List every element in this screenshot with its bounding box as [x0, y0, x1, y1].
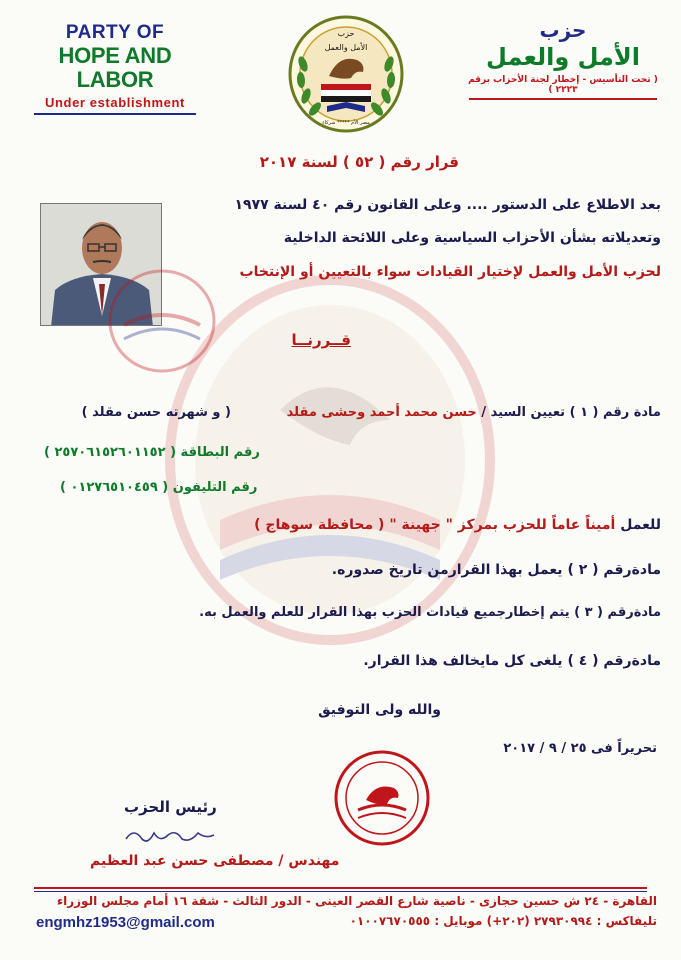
english-header-rule [34, 113, 196, 115]
article-4: مادةرقم ( ٤ ) يلغى كل مايخالف هذا القرار. [363, 653, 661, 669]
footer-contacts: تليفاكس : ٢٧٩٣٠٩٩٤ (٢٠٢+) موبايل : ٠١٠٠٧٦٧٠٥٥٥ [349, 914, 657, 928]
appointment-role [254, 517, 661, 533]
chairman-title: رئيس الحزب [124, 798, 217, 816]
under-establishment-text: Under establishment [45, 95, 185, 110]
id-card-number: رقم البطاقة ( ٢٥٧٠٦١٥٢٦٠١١٥٢ ) [44, 445, 260, 460]
logo-top-text: حزب [337, 29, 355, 38]
article-3: مادةرقم ( ٣ ) يتم إخطارجميع قيادات الحزب بهذا القرار للعلم والعمل به. [199, 605, 661, 620]
article-2: مادةرقم ( ٢ ) يعمل بهذا القرارمن تاريخ صدوره. [331, 562, 661, 578]
party-stamp-icon [332, 748, 432, 848]
footer-address: القاهرة - ٢٤ ش حسين حجازى - ناصية شارع القصر العينى - الدور الثالث - شقة ١٦ أمام مجلس الوزراء [56, 894, 657, 908]
article-1 [287, 405, 661, 420]
issue-date: تحريراً فى ٢٥ / ٩ / ٢٠١٧ [503, 741, 657, 756]
preamble-line-1: بعد الاطلاع على الدستور .... وعلى القانون رقم ٤٠ لسنة ١٩٧٧ [234, 197, 661, 213]
appointee-alias: ( و شهرته حسن مقلد ) [81, 405, 231, 420]
decided-heading: قــررنــا [291, 331, 351, 349]
decree-title: قرار رقم ( ٥٢ ) لسنة ٢٠١٧ [259, 153, 459, 171]
preamble-line-2: وتعديلاته بشأن الأحزاب السياسية وعلى اللائحة الداخلية [283, 230, 661, 246]
logo-bottom-text: مصر الأم ***** شركاء [322, 120, 370, 126]
arabic-header [463, 18, 663, 100]
signature-icon [120, 825, 220, 847]
work-prefix: للعمل [620, 517, 661, 533]
phone-number: رقم التليفون ( ٠١٢٧٦٥١٠٤٥٩ ) [60, 480, 258, 495]
hizb-text: حزب [539, 18, 587, 42]
article-1-prefix: مادة رقم ( ١ ) تعيين السيد / [481, 405, 661, 420]
footer-rule-blue [34, 891, 647, 892]
party-logo [287, 14, 405, 134]
hope-labor-arabic-text: الأمل والعمل [486, 43, 640, 71]
english-header [30, 22, 200, 115]
footer-rule-red [34, 887, 647, 889]
party-of-text: PARTY OF [65, 22, 165, 43]
role-description: أميناً عاماً للحزب بمركز " جهينة " ( محافظة سوهاج ) [254, 517, 616, 533]
establishment-notice-text: ( تحت التأسيس - إخطار لجنة الأحزاب برقم ٢٢٢٣ ) [468, 75, 658, 95]
faded-stamp-icon [104, 265, 220, 377]
chairman-name: مهندس / مصطفى حسن عبد العظيم [90, 853, 340, 869]
hope-and-labor-text: HOPE AND LABOR [58, 43, 172, 92]
appointee-name: حسن محمد أحمد وحشى مقلد [286, 405, 477, 420]
footer-email[interactable]: engmhz1953@gmail.com [36, 914, 215, 931]
arabic-header-rule [469, 98, 657, 100]
logo-arc-text: الأمل والعمل [324, 43, 368, 52]
closing-phrase: والله ولى التوفيق [318, 702, 441, 718]
preamble-line-3: لحزب الأمل والعمل لإختيار القيادات سواء بالتعيين أو الإنتخاب [239, 264, 661, 280]
